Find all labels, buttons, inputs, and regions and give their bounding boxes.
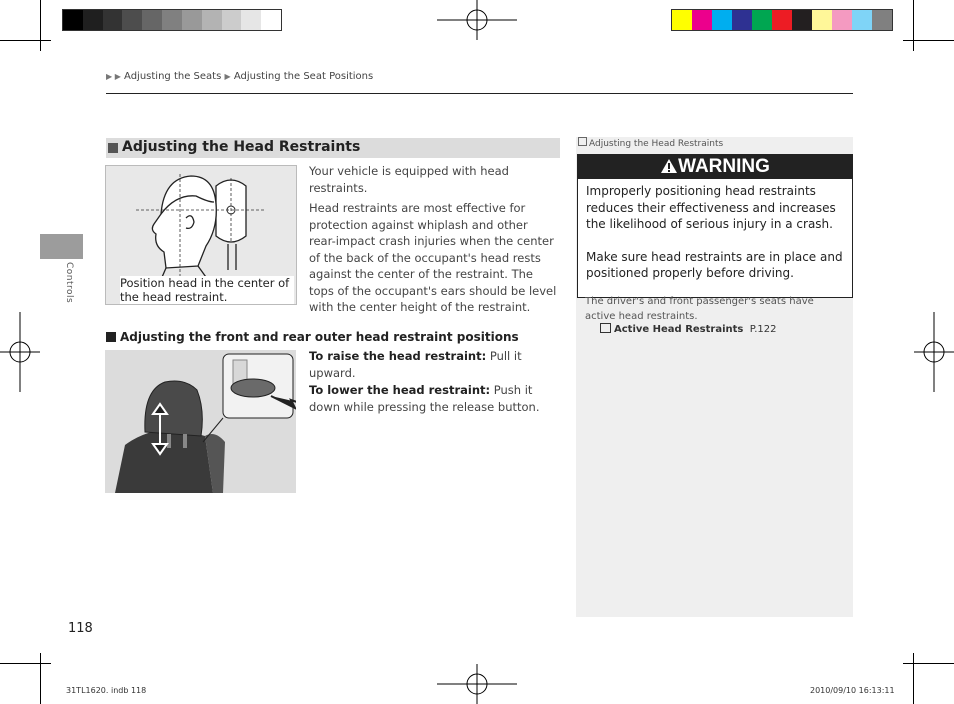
- intro-text: Your vehicle is equipped with head restraints.: [309, 164, 509, 195]
- subsection-square-icon: [106, 332, 116, 342]
- sidebar-reference-title: Adjusting the Head Restraints: [589, 139, 724, 149]
- footer-file-info: 31TL1620. indb 118: [66, 686, 147, 695]
- color-swatch: [241, 10, 261, 30]
- gray-color-bar: [62, 9, 282, 31]
- section-square-icon: [108, 143, 118, 153]
- reference-icon: [578, 137, 587, 146]
- lower-instruction: [309, 382, 559, 415]
- raise-instruction: [309, 348, 559, 381]
- raise-text: Pull it upward.: [309, 349, 522, 380]
- warning-text: [586, 183, 848, 282]
- breadcrumb-arrows: ▶ ▶: [106, 72, 121, 81]
- breadcrumb: [106, 71, 373, 82]
- color-swatch: [202, 10, 222, 30]
- breadcrumb-link-seat-positions[interactable]: Adjusting the Seat Positions: [233, 71, 374, 82]
- active-restraint-note: The driver's and front passenger's seats have active head restraints.: [585, 296, 814, 322]
- color-swatch: [672, 10, 692, 30]
- raise-label: To raise the head restraint:: [309, 349, 487, 363]
- color-swatch: [692, 10, 712, 30]
- color-swatch: [772, 10, 792, 30]
- warning-paragraph-2: Make sure head restraints are in place and positioned properly before driving.: [586, 249, 843, 280]
- subsection-heading: [106, 330, 560, 344]
- color-swatch: [162, 10, 182, 30]
- warning-triangle-icon: [660, 158, 678, 174]
- color-swatch: [63, 10, 83, 30]
- subsection-title: Adjusting the front and rear outer head restraint positions: [120, 330, 519, 344]
- warning-title: WARNING: [678, 156, 770, 177]
- cross-reference-title[interactable]: Active Head Restraints: [614, 324, 744, 335]
- chapter-tab-label: Controls: [64, 262, 74, 304]
- color-swatch: [832, 10, 852, 30]
- color-swatch: [872, 10, 892, 30]
- sidebar-notes: [576, 137, 853, 617]
- lower-text: Push it down while pressing the release button.: [309, 383, 540, 414]
- color-swatch: [712, 10, 732, 30]
- color-swatch: [103, 10, 123, 30]
- color-swatch: [122, 10, 142, 30]
- page-number: 118: [68, 621, 93, 636]
- color-swatch: [83, 10, 103, 30]
- breadcrumb-link-seats[interactable]: Adjusting the Seats: [124, 71, 222, 82]
- color-swatch: [752, 10, 772, 30]
- breadcrumb-separator: ▶: [224, 72, 231, 81]
- header-rule: [106, 93, 853, 94]
- cross-reference-page[interactable]: P.122: [749, 324, 777, 335]
- illustration-caption: Position head in the center of the head restraint.: [120, 276, 294, 304]
- color-swatch: [142, 10, 162, 30]
- section-heading: [106, 138, 560, 158]
- effectiveness-paragraph: Head restraints are most effective for protection against whiplash and other rear-impact crash injuries when the center of the back of the occupant's head rests against the center of the restraint. The tops of the occupant's ears should be level with the center height of the restraint.: [309, 201, 557, 314]
- adjust-instructions: [309, 348, 559, 415]
- sidebar-reference: [578, 137, 723, 149]
- color-swatch: [792, 10, 812, 30]
- color-swatch: [222, 10, 242, 30]
- seat-adjust-illustration: [105, 350, 296, 493]
- lower-label: To lower the head restraint:: [309, 383, 491, 397]
- warning-box: [577, 154, 853, 298]
- color-swatch: [812, 10, 832, 30]
- head-position-illustration: [105, 165, 297, 305]
- footer-timestamp: 2010/09/10 16:13:11: [810, 686, 895, 695]
- color-swatch: [732, 10, 752, 30]
- warning-paragraph-1: Improperly positioning head restraints reduces their effectiveness and increases the likelihood of serious injury in a crash.: [586, 184, 836, 231]
- color-swatch: [182, 10, 202, 30]
- seat-drawing: [105, 350, 296, 493]
- section-title: Adjusting the Head Restraints: [122, 139, 361, 155]
- cross-reference-link[interactable]: [600, 323, 776, 335]
- process-color-bar: [671, 9, 893, 31]
- color-swatch: [852, 10, 872, 30]
- chapter-tab[interactable]: [40, 234, 83, 259]
- link-arrow-icon: [600, 323, 611, 333]
- color-swatch: [261, 10, 281, 30]
- warning-header: [578, 155, 852, 179]
